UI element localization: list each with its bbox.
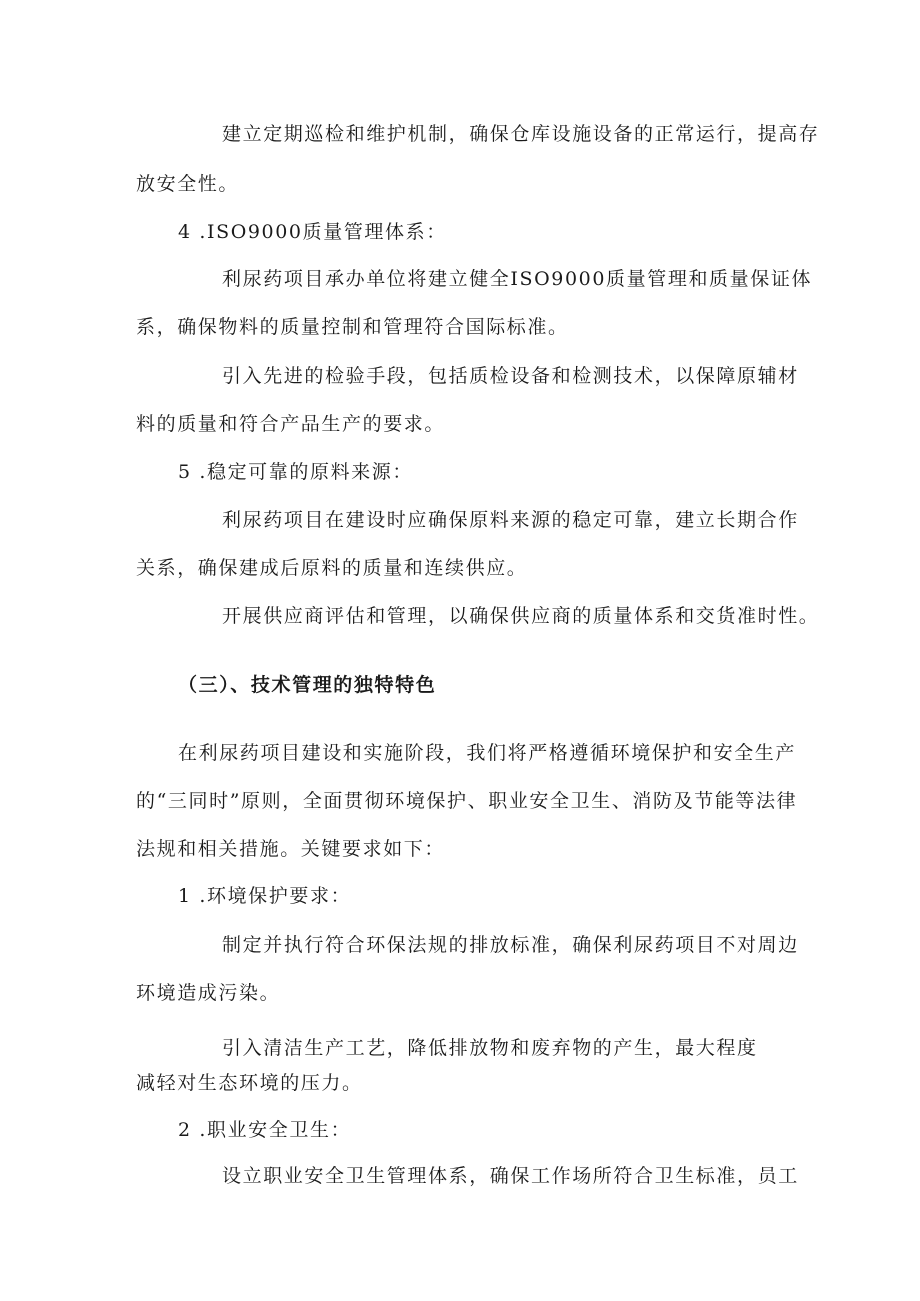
paragraph-line: 减轻对生态环境的压力。 bbox=[136, 1072, 363, 1094]
paragraph-line: 利尿药项目在建设时应确保原料来源的稳定可靠，建立长期合作 bbox=[222, 509, 799, 531]
list-heading: 2 .职业安全卫生： bbox=[178, 1119, 352, 1141]
paragraph-line: 系，确保物料的质量控制和管理符合国际标准。 bbox=[136, 316, 569, 338]
paragraph-line: 引入先进的检验手段，包括质检设备和检测技术，以保障原辅材 bbox=[222, 365, 799, 387]
list-heading: 5 .稳定可靠的原料来源： bbox=[178, 461, 413, 483]
list-heading: 4 .ISO9000质量管理体系： bbox=[178, 221, 447, 243]
paragraph-line: 制定并执行符合环保法规的排放标准，确保利尿药项目不对周边 bbox=[222, 934, 799, 956]
paragraph-line: 料的质量和符合产品生产的要求。 bbox=[136, 413, 446, 435]
paragraph-line: 利尿药项目承办单位将建立健全ISO9000质量管理和质量保证体 bbox=[222, 268, 813, 290]
paragraph-line: 引入清洁生产工艺，降低排放物和废弃物的产生，最大程度 bbox=[222, 1037, 758, 1059]
list-heading: 1 .环境保护要求： bbox=[178, 885, 352, 907]
paragraph-line: 的“三同时”原则，全面贯彻环境保护、职业安全卫生、消防及节能等法律 bbox=[136, 790, 798, 812]
paragraph-line: 设立职业安全卫生管理体系，确保工作场所符合卫生标准，员工 bbox=[222, 1165, 799, 1187]
paragraph-line: 法规和相关措施。关键要求如下： bbox=[136, 838, 446, 860]
paragraph-line: 放安全性。 bbox=[136, 173, 240, 195]
paragraph-line: 建立定期巡检和维护机制，确保仓库设施设备的正常运行，提高存 bbox=[222, 123, 820, 145]
paragraph-line: 开展供应商评估和管理，以确保供应商的质量体系和交货准时性。 bbox=[222, 605, 820, 627]
paragraph-line: 关系，确保建成后原料的质量和连续供应。 bbox=[136, 557, 528, 579]
paragraph-line: 在利尿药项目建设和实施阶段，我们将严格遵循环境保护和安全生产 bbox=[178, 742, 797, 764]
section-heading: （三）、技术管理的独特特色 bbox=[178, 674, 437, 696]
paragraph-line: 环境造成污染。 bbox=[136, 982, 281, 1004]
